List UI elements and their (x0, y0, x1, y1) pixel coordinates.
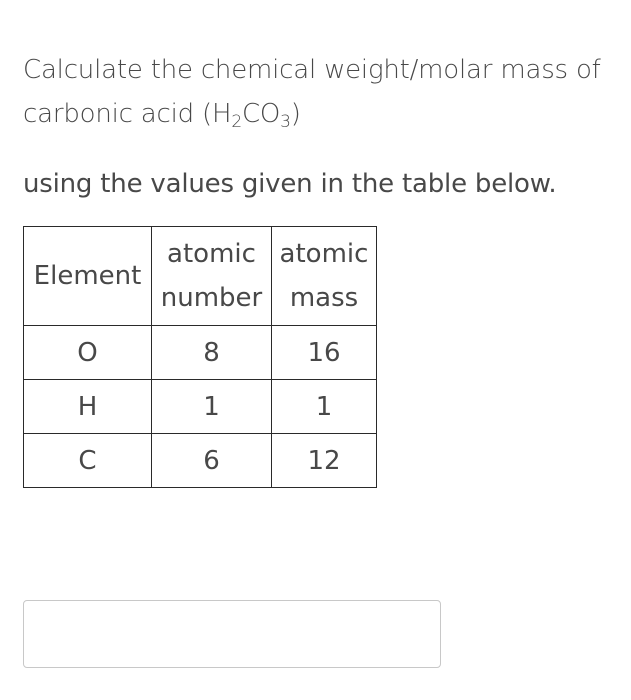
question-line-1: Calculate the chemical weight/molar mass of (23, 55, 601, 85)
subscript-2: 2 (231, 112, 242, 132)
cell-atomic-mass: 12 (272, 434, 377, 488)
header-atomic-number-top: atomic (167, 239, 256, 269)
instruction-text: using the values given in the table below. (23, 169, 557, 199)
header-atomic-mass (272, 227, 377, 326)
table-header-row (24, 227, 377, 326)
cell-atomic-number: 6 (152, 434, 272, 488)
cell-element: O (24, 326, 152, 380)
question-line-2 (23, 92, 623, 136)
header-atomic-number-bottom: number (160, 283, 263, 313)
table-row (24, 326, 377, 380)
table-row (24, 434, 377, 488)
cell-atomic-mass: 16 (272, 326, 377, 380)
cell-atomic-number: 8 (152, 326, 272, 380)
cell-atomic-number: 1 (152, 380, 272, 434)
cell-element: C (24, 434, 152, 488)
subscript-3: 3 (280, 112, 291, 132)
header-atomic-mass-bottom: mass (289, 283, 359, 313)
header-atomic-number (152, 227, 272, 326)
question-text (23, 48, 623, 136)
header-element: Element (24, 227, 152, 326)
question-line-2-suffix: ) (290, 99, 301, 129)
header-atomic-mass-top: atomic (279, 239, 369, 269)
cell-element: H (24, 380, 152, 434)
question-line-2-middle: CO (241, 99, 281, 129)
element-table (23, 226, 377, 488)
cell-atomic-mass: 1 (272, 380, 377, 434)
table-row (24, 380, 377, 434)
answer-input[interactable] (23, 600, 441, 668)
question-line-2-prefix: carbonic acid (H (23, 99, 232, 129)
